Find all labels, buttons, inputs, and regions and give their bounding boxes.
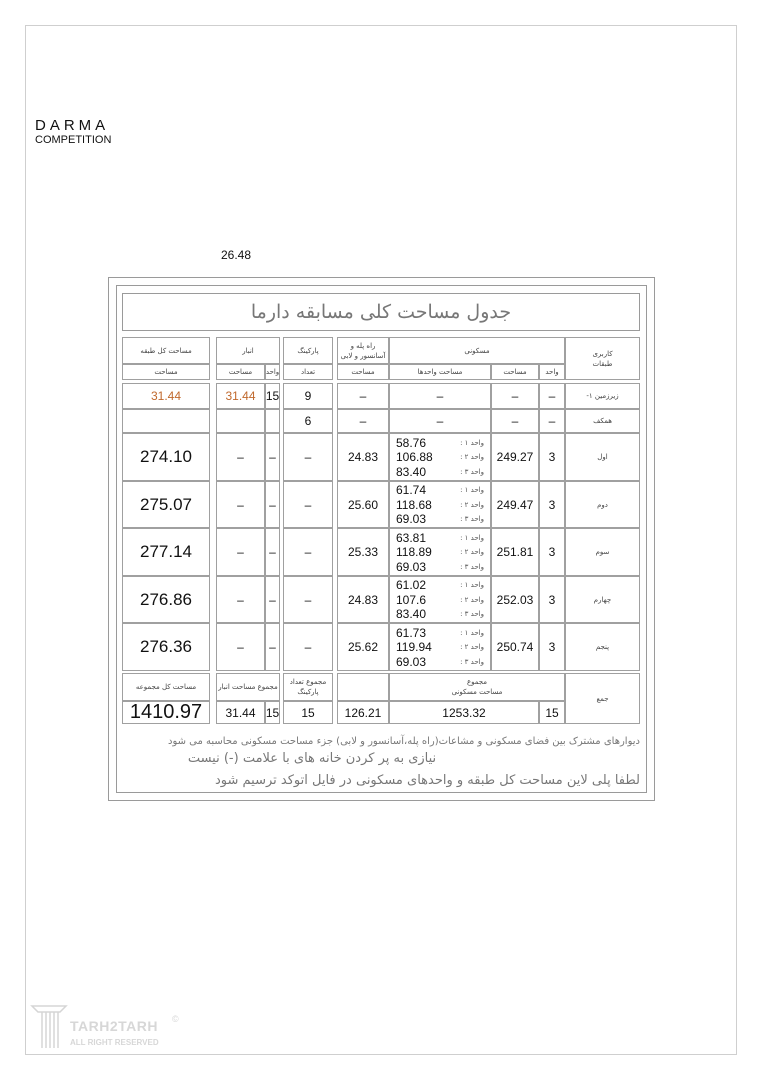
- header-res-unit: واحد: [539, 364, 565, 380]
- brand-subtitle: COMPETITION: [35, 134, 112, 146]
- header-residential: مسکونی: [389, 337, 565, 364]
- row-units-list: [389, 481, 491, 528]
- sum-label: جمع: [565, 673, 640, 724]
- header-res-area: مساحت: [491, 364, 539, 380]
- header-parking: پارکینگ: [283, 337, 333, 364]
- row-parking-count: –: [283, 528, 333, 576]
- logo-wordmark: TARH2TARH: [70, 1018, 158, 1034]
- row-floor-label: دوم: [565, 481, 640, 528]
- row-storage-unit: –: [265, 433, 280, 481]
- sum-stair-label-empty: [337, 673, 389, 701]
- row-res-area: 252.03: [491, 576, 539, 623]
- sum-total-area: 1410.97: [122, 701, 210, 724]
- row-res-unit: –: [539, 383, 565, 409]
- row-stair-area: 24.83: [337, 576, 389, 623]
- row-res-area: 249.47: [491, 481, 539, 528]
- row-res-unit: 3: [539, 623, 565, 671]
- sum-total-label: مساحت کل مجموعه: [122, 673, 210, 701]
- row-res-unit: 3: [539, 576, 565, 623]
- note-line: لطفا پلی لاین مساحت کل طبقه و واحدهای مسکونی در فایل اتوکد ترسیم شود: [215, 773, 640, 788]
- unit-label: واحد ۳ :: [460, 562, 484, 571]
- unit-entry: [396, 530, 484, 545]
- row-units-list: [389, 623, 491, 671]
- row-res-unit: 3: [539, 433, 565, 481]
- sum-res-unit: 15: [539, 701, 565, 724]
- unit-area-value: 69.03: [396, 512, 427, 526]
- unit-label: واحد ۲ :: [460, 643, 484, 651]
- unit-area-value: 106.88: [396, 450, 433, 464]
- header-storage: انبار: [216, 337, 280, 364]
- unit-entry: [396, 607, 484, 622]
- row-parking-count: –: [283, 433, 333, 481]
- row-stair-area: 24.83: [337, 433, 389, 481]
- brand-block: [35, 118, 111, 147]
- sum-storage-unit: 15: [265, 701, 280, 724]
- row-parking-count: –: [283, 576, 333, 623]
- unit-entry: [396, 625, 484, 640]
- row-total-floor-area: 274.10: [122, 433, 210, 481]
- unit-label: واحد ۱ :: [460, 486, 484, 494]
- row-res-area: –: [491, 383, 539, 409]
- watermark-logo: [30, 1002, 180, 1052]
- scale-text: 26.48: [221, 248, 252, 262]
- row-storage-area: –: [216, 623, 265, 671]
- row-storage-area: –: [216, 481, 265, 528]
- row-storage-area: –: [216, 528, 265, 576]
- row-units-list: [389, 576, 491, 623]
- row-storage-area: 31.44: [216, 383, 265, 409]
- row-total-floor-area: 276.36: [122, 623, 210, 671]
- note-line: نیازی به پر کردن خانه های با علامت (-) نیست: [187, 751, 437, 766]
- sum-residential-label-1: مجموع: [466, 678, 488, 686]
- unit-label: واحد ۱ :: [460, 438, 484, 447]
- unit-area-value: 118.68: [396, 497, 432, 512]
- unit-label: واحد ۱ :: [460, 533, 484, 542]
- table-title: جدول مساحت کلی مسابقه دارما: [122, 293, 640, 331]
- unit-label: واحد ۳ :: [460, 467, 484, 476]
- row-floor-label: چهارم: [565, 576, 640, 623]
- unit-entry: [396, 640, 484, 655]
- row-total-floor-area: [122, 409, 210, 433]
- row-parking-count: 9: [283, 383, 333, 409]
- unit-entry: [396, 483, 484, 498]
- sum-storage-label: مجموع مساحت انبار: [216, 673, 280, 701]
- unit-area-value: 58.76: [396, 435, 427, 450]
- row-storage-unit: –: [265, 481, 280, 528]
- row-storage-area: –: [216, 576, 265, 623]
- row-units-list: –: [389, 409, 491, 433]
- header-total-floor: مساحت کل طبقه: [122, 337, 210, 364]
- logo-registered-mark: ©: [172, 1014, 179, 1024]
- header-total-floor-area: مساحت: [122, 364, 210, 380]
- sum-storage-area: 31.44: [216, 701, 265, 724]
- row-floor-label: اول: [565, 433, 640, 481]
- unit-label: واحد ۳ :: [460, 515, 484, 523]
- row-total-floor-area: 275.07: [122, 481, 210, 528]
- unit-label: واحد ۱ :: [460, 628, 484, 637]
- sum-stair-area: 126.21: [337, 701, 389, 724]
- unit-entry: [396, 450, 484, 465]
- unit-entry: [396, 464, 484, 479]
- row-floor-label: پنجم: [565, 623, 640, 671]
- row-total-floor-area: 31.44: [122, 383, 210, 409]
- row-storage-area: –: [216, 433, 265, 481]
- unit-entry: [396, 435, 484, 450]
- row-storage-unit: –: [265, 623, 280, 671]
- unit-area-value: 107.6: [396, 592, 427, 607]
- note-line: دیوارهای مشترک بین فضای مسکونی و مشاعات(راه پله،آسانسور و لابی) جزء مساحت مسکونی محاسبه می شود: [167, 736, 640, 747]
- sum-residential-label: [389, 673, 565, 701]
- row-total-floor-area: 277.14: [122, 528, 210, 576]
- row-res-area: 249.27: [491, 433, 539, 481]
- header-stair-area: مساحت: [337, 364, 389, 380]
- sum-res-area: 1253.32: [389, 701, 539, 724]
- header-storage-unit: واحد: [265, 364, 280, 380]
- sum-parking-label: مجموع تعداد پارکینگ: [283, 673, 333, 701]
- unit-area-value: 83.40: [396, 607, 427, 621]
- row-units-list: [389, 433, 491, 481]
- row-storage-unit: [265, 409, 280, 433]
- unit-area-value: 69.03: [396, 654, 427, 669]
- row-res-unit: 3: [539, 528, 565, 576]
- unit-entry: [396, 545, 484, 560]
- logo-rights: ALL RIGHT RESERVED: [70, 1038, 159, 1047]
- row-floor-label: زیرزمین ۱-: [565, 383, 640, 409]
- logo-column-icon: [30, 1002, 70, 1050]
- unit-label: واحد ۳ :: [460, 657, 484, 666]
- row-stair-area: 25.33: [337, 528, 389, 576]
- row-stair-area: 25.60: [337, 481, 389, 528]
- unit-entry: [396, 512, 484, 527]
- row-floor-label: سوم: [565, 528, 640, 576]
- row-res-area: –: [491, 409, 539, 433]
- unit-label: واحد ۲ :: [460, 453, 484, 461]
- row-storage-unit: 15: [265, 383, 280, 409]
- unit-entry: [396, 578, 484, 593]
- row-res-area: 251.81: [491, 528, 539, 576]
- row-storage-unit: –: [265, 576, 280, 623]
- header-floors-label: طبقات: [592, 359, 613, 368]
- row-floor-label: همکف: [565, 409, 640, 433]
- unit-entry: [396, 497, 484, 512]
- header-storage-area: مساحت: [216, 364, 265, 380]
- unit-label: واحد ۲ :: [460, 500, 484, 509]
- header-stair: راه پله و آسانسور و لابی: [337, 337, 389, 364]
- row-parking-count: 6: [283, 409, 333, 433]
- unit-area-value: 61.73: [396, 625, 427, 640]
- unit-area-value: 83.40: [396, 464, 427, 479]
- row-units-list: [389, 528, 491, 576]
- header-usage-label: کاربری: [592, 349, 613, 358]
- unit-area-value: 119.94: [396, 640, 432, 654]
- sum-parking-count: 15: [283, 701, 333, 724]
- unit-area-value: 61.02: [396, 578, 427, 592]
- row-res-area: 250.74: [491, 623, 539, 671]
- header-parking-count: تعداد: [283, 364, 333, 380]
- row-parking-count: –: [283, 623, 333, 671]
- row-res-unit: –: [539, 409, 565, 433]
- row-storage-unit: –: [265, 528, 280, 576]
- row-storage-area: [216, 409, 265, 433]
- row-total-floor-area: 276.86: [122, 576, 210, 623]
- unit-label: واحد ۲ :: [460, 595, 484, 604]
- unit-area-value: 61.74: [396, 483, 427, 497]
- row-units-list: –: [389, 383, 491, 409]
- unit-area-value: 69.03: [396, 559, 427, 574]
- row-parking-count: –: [283, 481, 333, 528]
- unit-area-value: 118.89: [396, 545, 432, 559]
- unit-entry: [396, 654, 484, 669]
- row-stair-area: 25.62: [337, 623, 389, 671]
- unit-entry: [396, 592, 484, 607]
- brand-name: DARMA: [35, 117, 110, 134]
- sum-residential-label-2: مساحت مسکونی: [451, 688, 503, 696]
- unit-entry: [396, 559, 484, 574]
- header-usage-floors: [565, 337, 640, 380]
- row-stair-area: –: [337, 383, 389, 409]
- unit-area-value: 63.81: [396, 530, 427, 545]
- header-units-area: مساحت واحدها: [389, 364, 491, 380]
- unit-label: واحد ۲ :: [460, 548, 484, 556]
- unit-label: واحد ۱ :: [460, 581, 484, 589]
- row-res-unit: 3: [539, 481, 565, 528]
- row-stair-area: –: [337, 409, 389, 433]
- unit-label: واحد ۳ :: [460, 610, 484, 618]
